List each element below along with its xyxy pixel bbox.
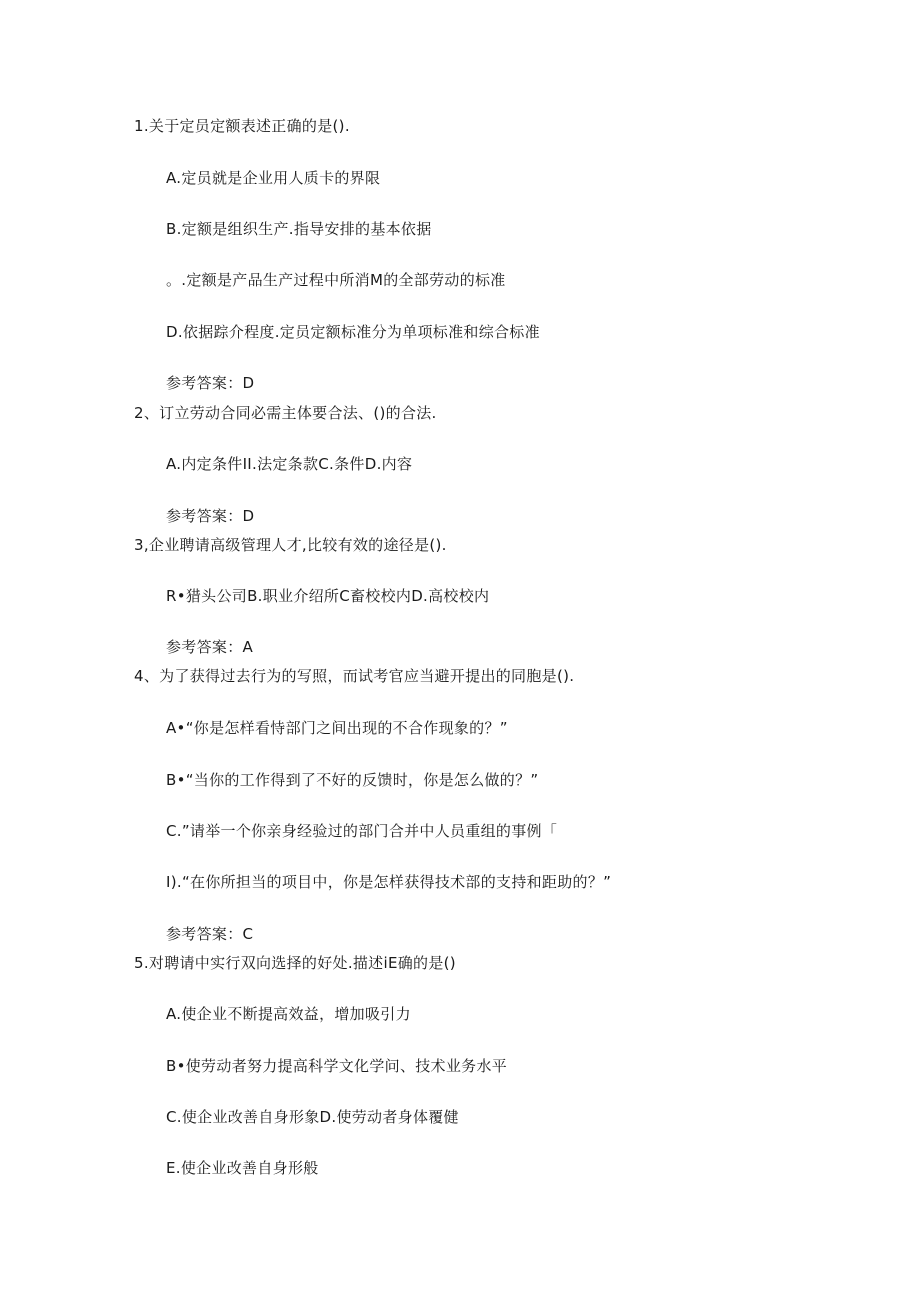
question-5-stem: 5.对聘请中实行双向选择的好处.描述iE确的是() [134, 954, 456, 972]
question-3-answer: 参考答案：A [166, 638, 254, 656]
question-4-option-c: C.”请举一个你亲身经验过的部门合并中人员重组的事例「 [166, 822, 558, 840]
question-4-answer: 参考答案：C [166, 925, 254, 943]
question-4-option-d: I).“在你所担当的项目中，你是怎样获得技术部的支持和距助的？” [166, 873, 612, 891]
question-1-answer: 参考答案：D [166, 374, 255, 392]
question-4-option-b: B•“当你的工作得到了不好的反馈时，你是怎么做的？” [166, 771, 539, 789]
question-1-option-d: D.依据踪介程度.定员定额标准分为单项标准和综合标准 [166, 323, 540, 341]
question-1-option-a: A.定员就是企业用人质卡的界限 [166, 169, 381, 187]
question-5-option-cd: C.使企业改善自身形象D.使劳动者身体覆健 [166, 1108, 459, 1126]
question-2-answer: 参考答案：D [166, 507, 255, 525]
question-1-option-b: B.定额是组织生产.指导安排的基本依据 [166, 220, 432, 238]
question-1-stem: 1.关于定员定额表述正确的是(). [134, 117, 350, 135]
question-2-options: A.内定条件II.法定条款C.条件D.内容 [166, 455, 413, 473]
question-5-option-a: A.使企业不断提高效益，增加吸引力 [166, 1005, 411, 1023]
question-1-option-c: 。.定额是产品生产过程中所消M的全部劳动的标准 [166, 271, 506, 289]
question-5-option-b: B•使劳动者努力提高科学文化学问、技术业务水平 [166, 1057, 508, 1075]
question-5-option-e: E.使企业改善自身形般 [166, 1159, 319, 1177]
question-3-options: R•猎头公司B.职业介绍所C畜校校内D.高校校内 [166, 587, 490, 605]
question-4-option-a: A•“你是怎样看恃部门之间出现的不合作现象的？” [166, 719, 508, 737]
question-3-stem: 3,企业聘请高级管理人才,比较有效的途径是(). [134, 536, 447, 554]
question-2-stem: 2、订立劳动合同必需主体要合法、()的合法. [134, 404, 437, 422]
question-4-stem: 4、为了获得过去行为的写照，而试考官应当避开提出的同胞是(). [134, 667, 575, 685]
